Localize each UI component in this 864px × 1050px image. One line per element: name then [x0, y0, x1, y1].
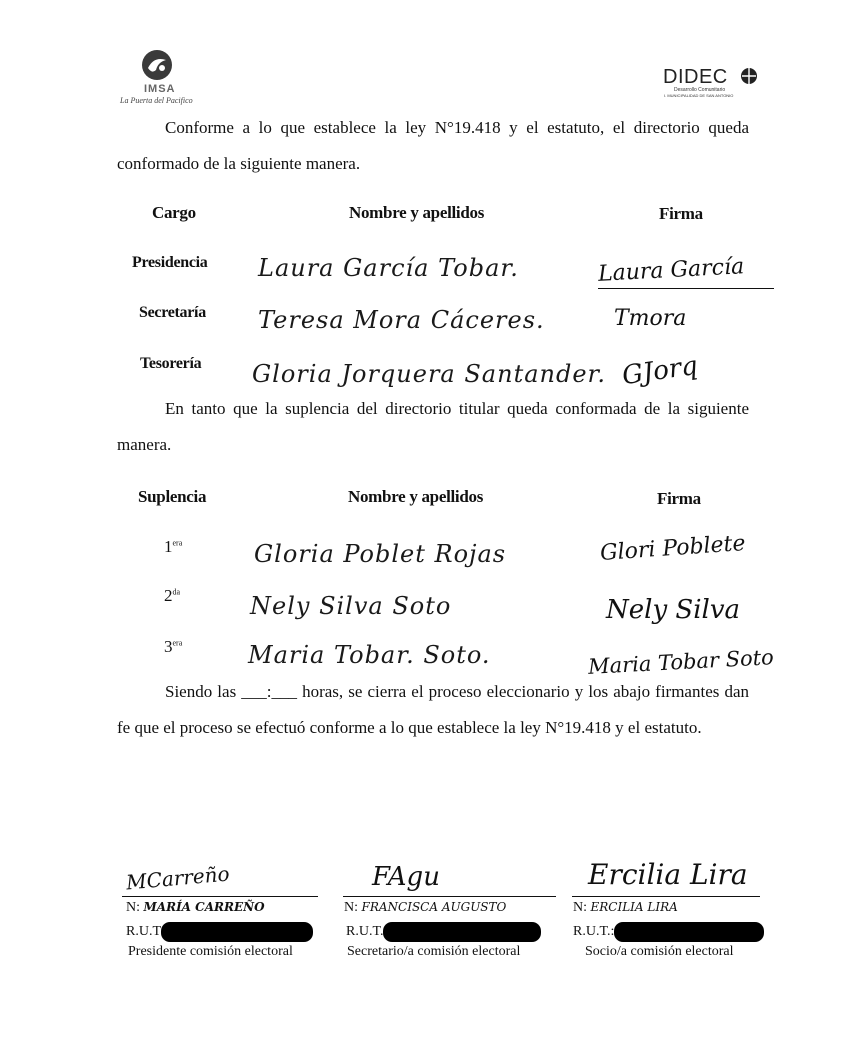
signature-underline [598, 288, 774, 289]
ordinal-number: 3 [164, 637, 173, 656]
comision-name-1 [126, 900, 265, 916]
redaction-block [383, 922, 541, 942]
right-logo [660, 56, 760, 106]
ordinal-suffix: era [172, 638, 183, 648]
closing-paragraph: Siendo las ___:___ horas, se cierra el proceso eleccionario y los abajo firmantes dan fe que el proceso se efectuó conforme a lo que establece la ley N°19.418 y el estatuto. [117, 682, 749, 737]
row-signature-secretaria: Tmora [614, 306, 687, 331]
redaction-block [161, 922, 313, 942]
name-value: FRANCISCA AUGUSTO [361, 900, 507, 914]
suplente-signature-1: Glori Poblete [599, 530, 747, 567]
redaction-block [614, 922, 764, 942]
right-logo-subline1: Desarrollo Comunitario [674, 87, 726, 93]
rut-label: R.U.T. [346, 924, 384, 940]
suplente-name-2: Nely Silva Soto [250, 592, 452, 620]
name-label: N: [126, 900, 140, 915]
suplente-ordinal-2 [164, 586, 180, 606]
comision-role-3: Socio/a comisión electoral [585, 944, 734, 959]
comision-name-3 [573, 900, 678, 916]
left-logo [118, 42, 198, 108]
ordinal-suffix: da [172, 587, 181, 597]
row-role-presidencia: Presidencia [132, 254, 208, 271]
signature-line-2 [343, 896, 556, 897]
suplente-ordinal-3 [164, 637, 182, 657]
name-label: N: [344, 900, 358, 915]
name-label: N: [573, 900, 587, 915]
signature-line-1 [122, 896, 318, 897]
header-cargo: Cargo [152, 203, 196, 222]
left-logo-emblem-icon [140, 48, 174, 87]
comision-name-2 [344, 900, 506, 916]
comision-signature-1: MCarreño [125, 861, 231, 895]
header-nombre-suplencia: Nombre y apellidos [348, 487, 484, 506]
comision-role-2: Secretario/a comisión electoral [347, 944, 521, 959]
comision-signature-2: FAgu [372, 862, 440, 892]
ordinal-suffix: era [172, 538, 183, 548]
suplente-name-1: Gloria Poblet Rojas [254, 540, 507, 568]
signature-line-3 [572, 896, 760, 897]
name-value: ERCILIA LIRA [590, 900, 678, 914]
ordinal-number: 1 [164, 537, 173, 556]
row-name-presidencia: Laura García Tobar. [258, 254, 519, 282]
comision-rut-3 [573, 922, 764, 942]
comision-rut-2 [346, 922, 541, 942]
suplente-signature-3: Maria Tobar Soto [587, 645, 775, 679]
header-firma: Firma [659, 204, 703, 223]
comision-signature-3: Ercilia Lira [588, 858, 748, 891]
header-suplencia: Suplencia [138, 487, 207, 506]
suplente-signature-2: Nely Silva [606, 595, 741, 625]
left-logo-tagline: La Puerta del Pacifico [120, 96, 193, 105]
row-signature-tesoreria: GJorq [620, 350, 700, 392]
row-role-secretaria: Secretaría [139, 304, 206, 321]
right-logo-text: DIDEC [663, 66, 728, 88]
name-value: MARÍA CARREÑO [143, 900, 265, 914]
row-signature-presidencia: Laura García [597, 254, 745, 287]
row-name-secretaria: Teresa Mora Cáceres. [258, 306, 545, 334]
rut-label: R.U.T [126, 924, 161, 940]
comision-rut-1 [126, 922, 313, 942]
right-logo-globe-icon [740, 67, 758, 90]
header-nombre: Nombre y apellidos [349, 203, 485, 222]
suplente-ordinal-1 [164, 537, 182, 557]
right-logo-subline2: I. MUNICIPALIDAD DE SAN ANTONIO [664, 93, 734, 98]
row-name-tesoreria: Gloria Jorquera Santander. [252, 360, 607, 388]
suplencia-intro-paragraph: En tanto que la suplencia del directorio titular queda conformada de la siguiente manera. [117, 399, 749, 454]
header-firma-suplencia: Firma [657, 489, 701, 508]
suplente-name-3: Maria Tobar. Soto. [248, 641, 491, 669]
row-role-tesoreria: Tesorería [140, 355, 202, 372]
comision-role-1: Presidente comisión electoral [128, 944, 293, 959]
rut-label: R.U.T.: [573, 924, 615, 940]
ordinal-number: 2 [164, 586, 173, 605]
intro-paragraph: Conforme a lo que establece la ley N°19.418 y el estatuto, el directorio queda conformado de la siguiente manera. [117, 118, 749, 173]
left-logo-text: IMSA [144, 83, 176, 95]
